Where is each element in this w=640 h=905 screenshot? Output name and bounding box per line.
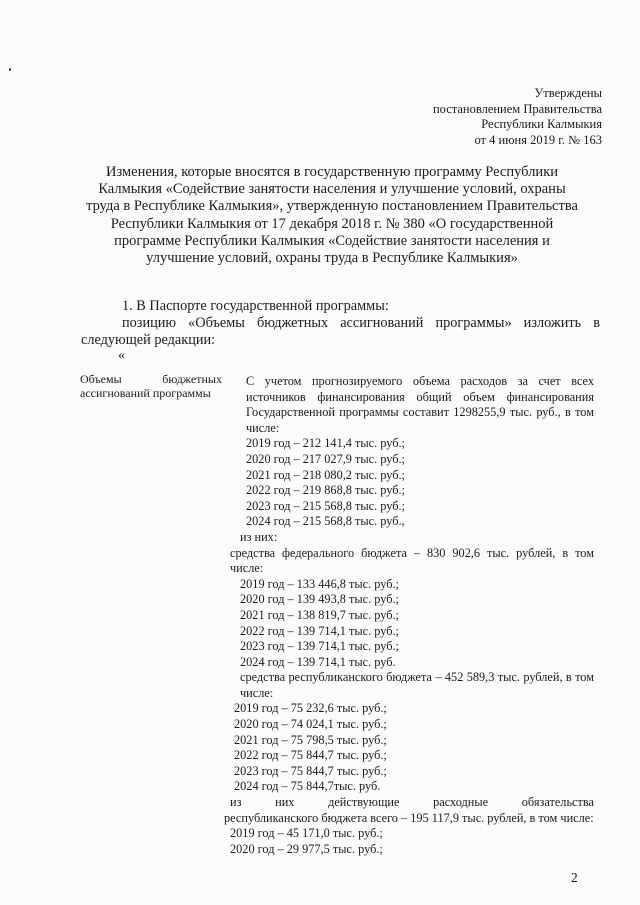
row-label-line: ассигнований программы [80, 385, 211, 400]
open-quote: « [118, 348, 125, 363]
scan-speck [9, 68, 11, 71]
year-line: 2021 год – 138 819,7 тыс. руб.; [240, 607, 399, 622]
approval-line: Республики Калмыкия [481, 117, 602, 131]
intro-paragraph: С учетом прогнозируемого объема расходов за счет всех источников финансирования общий объем финансирования Государственной программы составит 1298255,9 тыс. руб., в том числе: [246, 374, 594, 435]
obligations-rest: республиканского бюджета всего – 195 117,9 тыс. рублей, в том числе: [224, 810, 594, 825]
approval-stamp [433, 86, 602, 148]
year-line: 2023 год – 75 844,7 тыс. руб.; [234, 763, 387, 778]
section-heading: 1. В Паспорте государственной программы: [122, 298, 389, 314]
year-line: 2020 год – 139 493,8 тыс. руб.; [240, 592, 399, 607]
obligations-line-1: из них действующие расходные обязательства [230, 795, 594, 810]
republic-intro: средства республиканского бюджета – 452 589,3 тыс. рублей, в том числе: [240, 670, 594, 700]
document-title: Изменения, которые вносятся в государственную программу Республики Калмыкия «Содействие занятости населения и улучшение условий, охраны труда в Республике Калмыкия», утвержденную постановлением Правительства Республики Калмыкия от 17 декабря 2018 г. № 380 «О государственной программе Республики Калмыкия «Содействие занятости населения и улучшение условий, охраны труда в Республике Калмыкия» [86, 164, 578, 267]
year-line: 2021 год – 218 080,2 тыс. руб.; [246, 467, 405, 482]
year-line: 2020 год – 74 024,1 тыс. руб.; [234, 717, 387, 732]
year-line: 2019 год – 45 171,0 тыс. руб.; [230, 826, 383, 841]
year-line: 2024 год – 139 714,1 тыс. руб. [240, 654, 396, 669]
row-label-word: Объемы [80, 372, 122, 386]
year-line: 2022 год – 139 714,1 тыс. руб.; [240, 623, 399, 638]
row-label [80, 373, 222, 400]
year-line: 2024 год – 215 568,8 тыс. руб., [246, 514, 405, 529]
year-line: 2023 год – 139 714,1 тыс. руб.; [240, 639, 399, 654]
year-line: 2023 год – 215 568,8 тыс. руб.; [246, 498, 405, 513]
total-by-year-list [224, 436, 594, 530]
republic-by-year-list [224, 701, 594, 795]
obligations-by-year-list [224, 826, 594, 857]
year-line: 2021 год – 75 798,5 тыс. руб.; [234, 732, 387, 747]
approval-line: постановлением Правительства [432, 101, 602, 116]
federal-by-year-list [224, 577, 594, 671]
year-line: 2020 год – 217 027,9 тыс. руб.; [246, 451, 405, 466]
instruction-line-1: позицию «Объемы бюджетных ассигнований программы» изложить в [122, 315, 600, 331]
year-line: 2019 год – 212 141,4 тыс. руб.; [246, 436, 405, 451]
year-line: 2019 год – 133 446,8 тыс. руб.; [240, 576, 399, 591]
row-label-word: бюджетных [162, 372, 222, 386]
of-them-label: из них: [240, 529, 278, 544]
year-line: 2024 год – 75 844,7тыс. руб. [234, 779, 381, 794]
year-line: 2019 год – 75 232,6 тыс. руб.; [234, 701, 387, 716]
page-number: 2 [571, 870, 578, 885]
year-line: 2020 год – 29 977,5 тыс. руб.; [230, 841, 383, 856]
approval-line: от 4 июня 2019 г. № 163 [474, 132, 602, 147]
year-line: 2022 год – 75 844,7 тыс. руб.; [234, 748, 387, 763]
instruction-line-2: следующей редакции: [81, 332, 216, 348]
year-line: 2022 год – 219 868,8 тыс. руб.; [246, 483, 405, 498]
federal-intro: средства федерального бюджета – 830 902,6 тыс. рублей, в том числе: [230, 545, 594, 576]
approval-line: Утверждены [534, 86, 602, 100]
row-content [224, 374, 594, 857]
